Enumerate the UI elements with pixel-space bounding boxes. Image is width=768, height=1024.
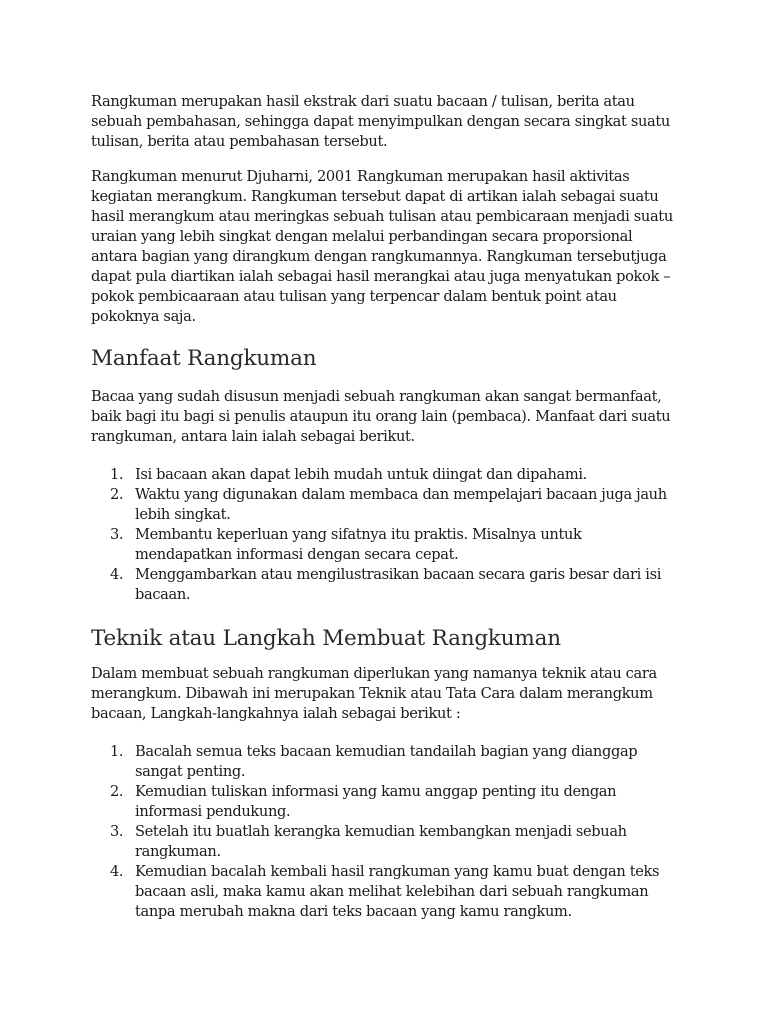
list-item [91,782,681,822]
manfaat-paragraph: Bacaa yang sudah disusun menjadi sebuah rangkuman akan sangat bermanfaat, baik bagi itu bagi si penulis ataupun itu orang lain (pembaca). Manfaat dari suatu rangkuman, antara lain ialah sebagai berikut. [91,388,671,445]
list-number: 2. [110,783,124,800]
list-item-text: Membantu keperluan yang sifatnya itu praktis. Misalnya untuk mendapatkan informasi dengan secara cepat. [135,526,582,563]
teknik-paragraph: Dalam membuat sebuah rangkuman diperlukan yang namanya teknik atau cara merangkum. Dibawah ini merupakan Teknik atau Tata Cara dalam merangkum bacaan, Langkah-langkahnya ialah sebagai berikut : [91,665,657,722]
list-item-text: Setelah itu buatlah kerangka kemudian kembangkan menjadi sebuah rangkuman. [135,823,627,860]
list-item [91,862,681,922]
list-item-text: Bacalah semua teks bacaan kemudian tandailah bagian yang dianggap sangat penting. [135,743,638,780]
list-item [91,525,681,565]
manfaat-list [91,465,681,605]
list-number: 3. [110,526,124,543]
list-number: 1. [110,743,124,760]
list-item [91,822,681,862]
list-item-text: Kemudian tuliskan informasi yang kamu anggap penting itu dengan informasi pendukung. [135,783,617,820]
intro-paragraph-2: Rangkuman menurut Djuharni, 2001 Rangkuman merupakan hasil aktivitas kegiatan merangkum. Rangkuman tersebut dapat di artikan ialah sebagai suatu hasil merangkum atau meringkas sebuah tulisan atau pembicaraan menjadi suatu uraian yang lebih singkat dengan melalui perbandingan secara proporsional antara bagian yang dirangkum dengan rangkumannya. Rangkuman tersebutjuga dapat pula diartikan ialah sebagai hasil merangkai atau juga menyatukan pokok – pokok pembicaaraan atau tulisan yang terpencar dalam bentuk point atau pokoknya saja. [91,168,673,325]
list-number: 2. [110,486,124,503]
list-item [91,485,681,525]
heading-manfaat: Manfaat Rangkuman [91,346,317,371]
list-item-text: Isi bacaan akan dapat lebih mudah untuk diingat dan dipahami. [135,466,587,483]
list-item [91,742,681,782]
heading-teknik: Teknik atau Langkah Membuat Rangkuman [91,626,561,651]
list-item-text: Menggambarkan atau mengilustrasikan bacaan secara garis besar dari isi bacaan. [135,566,662,603]
list-item-text: Waktu yang digunakan dalam membaca dan mempelajari bacaan juga jauh lebih singkat. [135,486,667,523]
document-page [91,92,681,922]
intro-paragraph-1: Rangkuman merupakan hasil ekstrak dari suatu bacaan / tulisan, berita atau sebuah pembahasan, sehingga dapat menyimpulkan dengan secara singkat suatu tulisan, berita atau pembahasan tersebut. [91,93,670,150]
list-item [91,565,681,605]
teknik-list [91,742,681,922]
list-item-text: Kemudian bacalah kembali hasil rangkuman yang kamu buat dengan teks bacaan asli, maka kamu akan melihat kelebihan dari sebuah rangkuman tanpa merubah makna dari teks bacaan yang kamu rangkum. [135,863,660,920]
list-item [91,465,681,485]
list-number: 4. [110,863,124,880]
list-number: 3. [110,823,124,840]
list-number: 1. [110,466,124,483]
list-number: 4. [110,566,124,583]
